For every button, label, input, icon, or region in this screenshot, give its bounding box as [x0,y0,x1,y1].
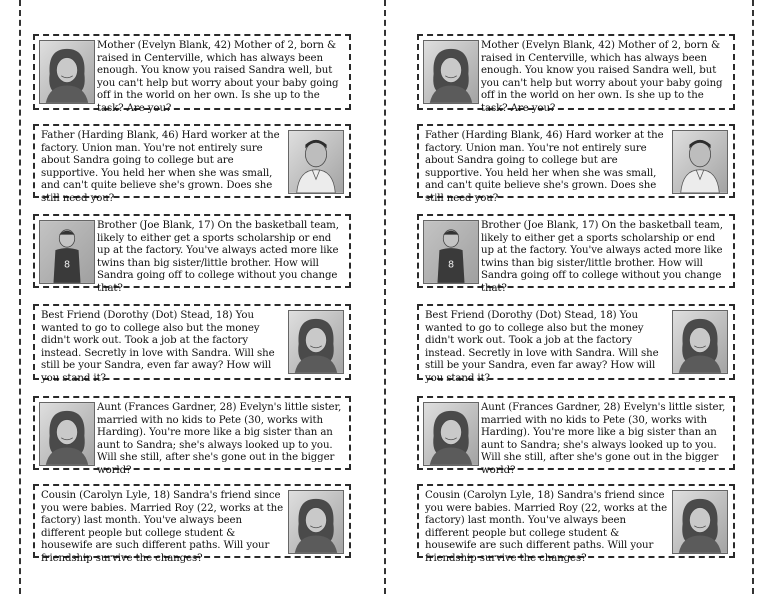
portrait-athlete-icon [423,220,479,284]
mother-card-copy [417,34,735,114]
aunt-description: Aunt (Frances Gardner, 28) Evelyn's little sister, married with no kids to Pete (30, works with Harding). You're more like a big sister than an aunt to Sandra; she's always looked up to you. Will she still, after she's gone out in the bigger world? [481,402,726,476]
fold-line-left [19,0,21,594]
portrait-woman-icon [423,402,479,466]
father-description: Father (Harding Blank, 46) Hard worker at the factory. Union man. You're not entirely sure about Sandra going to college but are supportive. You held her when she was small, and can't quite believe she's grown. Does she still need you? [425,130,664,204]
fold-line-center [384,0,386,594]
cousin-card [33,484,351,564]
portrait-woman-icon [288,490,344,554]
fold-line-right [752,0,754,594]
best-friend-card-copy [417,304,735,384]
svg-text:8: 8 [447,259,455,271]
father-card [33,124,351,204]
mother-card [33,34,351,114]
portrait-woman-icon [39,402,95,466]
father-description: Father (Harding Blank, 46) Hard worker at the factory. Union man. You're not entirely sure about Sandra going to college but are supportive. You held her when she was small, and can't quite believe she's grown. Does she still need you? [41,130,280,204]
portrait-woman-icon [288,310,344,374]
portrait-man-icon [672,130,728,194]
mother-description: Mother (Evelyn Blank, 42) Mother of 2, born & raised in Centerville, which has always been enough. You know you raised Sandra well, but you can't help but worry about your baby going off in the world on her own. Is she up to the task? Are you? [481,40,723,114]
brother-description: Brother (Joe Blank, 17) On the basketball team, likely to either get a sports scholarship or end up at the factory. You've always acted more like twins than big sister/little brother. How will Sandra going off to college without you change that? [97,220,339,294]
portrait-man-icon [288,130,344,194]
svg-text:8: 8 [63,259,71,271]
portrait-woman-icon [423,40,479,104]
cousin-description: Cousin (Carolyn Lyle, 18) Sandra's friend since you were babies. Married Roy (22, works at the factory) last month. You've always been different people but college student & housewife are such different paths. Will your friendship survive the changes? [425,490,668,564]
cousin-card-copy [417,484,735,564]
portrait-athlete-icon [39,220,95,284]
best-friend-card [33,304,351,384]
aunt-card-copy [417,396,735,476]
brother-card-copy [417,214,735,294]
portrait-woman-icon [39,40,95,104]
brother-description: Brother (Joe Blank, 17) On the basketball team, likely to either get a sports scholarship or end up at the factory. You've always acted more like twins than big sister/little brother. How will Sandra going off to college without you change that? [481,220,723,294]
cousin-description: Cousin (Carolyn Lyle, 18) Sandra's friend since you were babies. Married Roy (22, works at the factory) last month. You've always been different people but college student & housewife are such different paths. Will your friendship survive the changes? [41,490,284,564]
father-card-copy [417,124,735,204]
aunt-description: Aunt (Frances Gardner, 28) Evelyn's little sister, married with no kids to Pete (30, works with Harding). You're more like a big sister than an aunt to Sandra; she's always looked up to you. Will she still, after she's gone out in the bigger world? [97,402,342,476]
aunt-card [33,396,351,476]
best-friend-description: Best Friend (Dorothy (Dot) Stead, 18) You wanted to go to college also but the money didn't work out. Took a job at the factory instead. Secretly in love with Sandra. Will she still be your Sandra, even far away? How will you stand it? [425,310,659,384]
mother-description: Mother (Evelyn Blank, 42) Mother of 2, born & raised in Centerville, which has always been enough. You know you raised Sandra well, but you can't help but worry about your baby going off in the world on her own. Is she up to the task? Are you? [97,40,339,114]
portrait-woman-icon [672,490,728,554]
portrait-woman-icon [672,310,728,374]
brother-card [33,214,351,294]
best-friend-description: Best Friend (Dorothy (Dot) Stead, 18) You wanted to go to college also but the money didn't work out. Took a job at the factory instead. Secretly in love with Sandra. Will she still be your Sandra, even far away? How will you stand it? [41,310,275,384]
